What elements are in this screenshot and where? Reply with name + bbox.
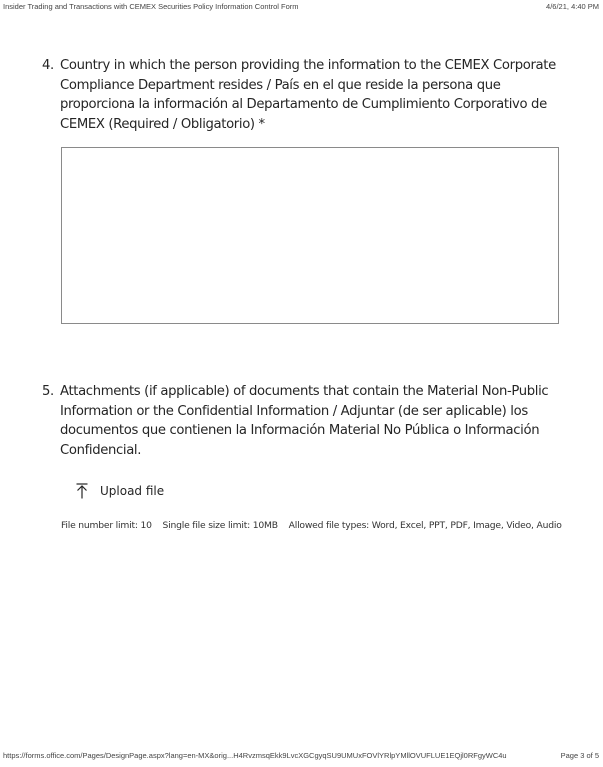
upload-icon <box>76 483 88 499</box>
document-title: Insider Trading and Transactions with CEMEX Securities Policy Information Control Form <box>3 2 299 11</box>
question-number: 5. <box>42 384 54 399</box>
file-number-limit: File number limit: 10 <box>61 520 152 531</box>
file-size-limit: Single file size limit: 10MB <box>162 520 278 531</box>
page-url: https://forms.office.com/Pages/DesignPage.aspx?lang=en-MX&orig...H4RvzmsqEkk9LvcXGCgyqSU9UMUxFOVlYRlpYMllOVUFLUE1EQjl0RFgyWC4u <box>3 751 507 760</box>
country-answer-textarea[interactable] <box>61 147 559 324</box>
print-footer <box>3 751 599 763</box>
question-text: Country in which the person providing the information to the CEMEX Corporate Compliance Department resides / País en el que reside la persona que proporciona la información al Departamento de Cumplimiento Corporativo de CEMEX (Required / Obligatorio) * <box>60 58 556 132</box>
question-5 <box>42 382 562 460</box>
page-number: Page 3 of 5 <box>560 751 599 760</box>
question-text: Attachments (if applicable) of documents that contain the Material Non-Public Information or the Confidential Information / Adjuntar (de ser aplicable) los documentos que contienen la Información Material No Pública o Información Confidencial. <box>60 384 549 458</box>
file-limits <box>61 520 570 531</box>
allowed-file-types: Allowed file types: Word, Excel, PPT, PDF, Image, Video, Audio <box>288 520 562 531</box>
print-datetime: 4/6/21, 4:40 PM <box>546 2 599 11</box>
upload-file-button[interactable] <box>76 480 164 502</box>
print-header <box>3 2 599 14</box>
upload-file-label: Upload file <box>100 484 165 498</box>
question-number: 4. <box>42 58 54 73</box>
question-4 <box>42 56 562 134</box>
